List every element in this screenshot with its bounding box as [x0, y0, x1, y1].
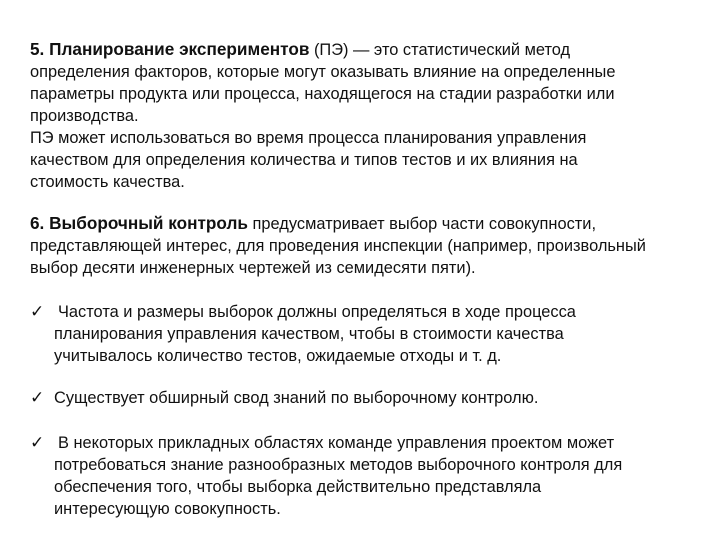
section-6-text-line: представляющей интерес, для проведения инспекции (например, произвольный [30, 237, 646, 255]
section-6-text-line: предусматривает выбор части совокупности, [248, 215, 597, 233]
section-5-text-line: определения факторов, которые могут оказывать влияние на определенные [30, 63, 616, 81]
section-6-paragraph [30, 212, 646, 279]
section-5-text-line: (ПЭ) — это статистический метод [309, 41, 571, 59]
section-5-text-line: производства. [30, 107, 139, 125]
bullet-line: интересующую совокупность. [54, 500, 281, 518]
bullet-line: учитывалось количество тестов, ожидаемые отходы и т. д. [54, 347, 502, 365]
section-5-text-line: ПЭ может использоваться во время процесса планирования управления [30, 129, 587, 147]
section-5-paragraph [30, 38, 615, 193]
bullet-text [54, 301, 576, 367]
bullet-line: В некоторых прикладных областях команде управления проектом может [58, 434, 615, 452]
section-6-text-line: выбор десяти инженерных чертежей из семидесяти пяти). [30, 259, 476, 277]
section-5-text-line: качеством для определения количества и типов тестов и их влияния на [30, 151, 578, 169]
section-6-first-line [30, 212, 646, 235]
bullet-text [54, 387, 538, 409]
section-6-heading: 6. Выборочный контроль [30, 213, 248, 233]
section-5-heading: 5. Планирование экспериментов [30, 39, 310, 59]
bullet-line: Существует обширный свод знаний по выборочному контролю. [54, 389, 539, 407]
bullet-line: обеспечения того, чтобы выборка действительно представляла [54, 478, 542, 496]
section-5-text-line: параметры продукта или процесса, находящегося на стадии разработки или [30, 85, 615, 103]
checkmark-icon: ✓ [30, 302, 45, 322]
bullet-line: планирования управления качеством, чтобы в стоимости качества [54, 325, 564, 343]
bullet-line: потребоваться знание разнообразных методов выборочного контроля для [54, 456, 623, 474]
checkmark-icon: ✓ [30, 433, 45, 453]
bullet-text [54, 432, 622, 520]
section-5-text-line: стоимость качества. [30, 173, 185, 191]
bullet-line: Частота и размеры выборок должны определяться в ходе процесса [58, 303, 576, 321]
section-5-first-line [30, 38, 615, 61]
checkmark-icon: ✓ [30, 388, 45, 408]
